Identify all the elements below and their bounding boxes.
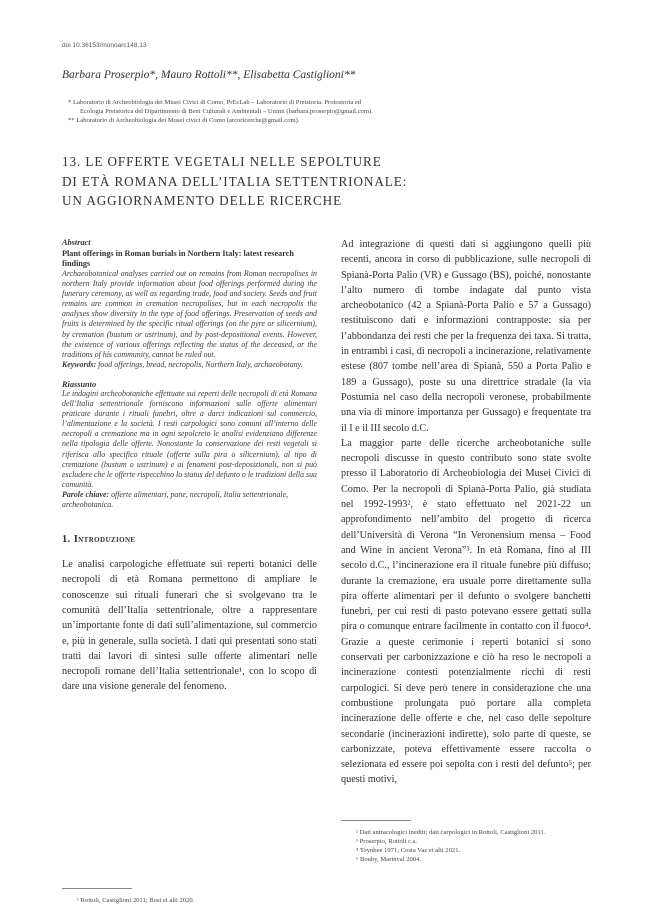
affiliation-1-cont: Ecologia Preistorica del Dipartimento di Beni Culturali e Ambientali – Unimi (barbara.proserpio@gmail.com). — [80, 108, 373, 116]
section-heading-introduzione: 1. Introduzione — [62, 534, 136, 546]
affiliation-2: ** Laboratorio di Archeobiologia dei Musei civici di Como (arcoricerche@gmail.com). — [68, 117, 300, 125]
authors-line: Barbara Proserpio*, Mauro Rottoli**, Elisabetta Castiglioni** — [62, 69, 356, 81]
affiliations — [68, 98, 588, 126]
doi-label: doi 10.36153/monoarc148.13 — [62, 42, 147, 49]
chapter-title-line-2: DI ETÀ ROMANA DELL’ITALIA SETTENTRIONALE: — [62, 173, 408, 189]
footnote-separator-right — [341, 820, 411, 821]
footnote-5: ⁵ Bouby, Marinval 2004. — [356, 856, 422, 863]
affiliation-1: * Laboratorio di Archeobiologia dei Musei Civici di Como, PrEcLab – Laboratorio di Preistoria. Protostoria ed — [68, 99, 362, 106]
abstract-title: Plant offerings in Roman burials in Northern Italy: latest research findings — [62, 249, 294, 268]
footnotes-left — [77, 896, 317, 905]
left-column — [62, 238, 317, 695]
keywords-text: food offerings, bread, necropolis, Northern Italy, archaeobotany. — [98, 359, 303, 369]
riassunto-keywords — [62, 490, 317, 510]
abstract-text: Archaeobotanical analyses carried out on remains from Roman necropolises in northern Italy provide information about food offerings performed during the funerary ceremony, as well as regarding trade, food and society. Seeds and fruit remains are common in cremation necropolises, but in each necropolis the analyses show diversity in the type of food offerings. Preservation of seeds and fruits is determined by the specific ritual offerings (on the pyre or silicernium), by cremation (bustum or ustrinum), and by post-depositional events. However, the existence of various offerings reflecting the status of the deceased, or the traditions of his community, cannot be ruled out. — [62, 269, 317, 359]
right-paragraph-2: La maggior parte delle ricerche archeobotaniche sulle necropoli discusse in questo contributo sono state svolte presso il Laboratorio di Archeobiologia dei Musei Civici di Como. Per la necropoli di Spianà-Porta Palio, già studiata nel 1992-1993², è stato effettuato nel 2021-22 un approfondimento nell’ambito del progetto di ricerca dell’Università di Verona “In Veronensium mensa – Food and Wine in ancient Verona”³. In età Romana, fino al III secolo d.C., l’incinerazione era il rituale funebre più diffuso; durante la cremazione, era usuale porre direttamente sulla pira offerte alimentari per il defunto o svolgere banchetti funebri, per cui resti di pasto potevano essere gettati sulla pira o comunque entrare facilmente in contatto con il fuoco⁴. Grazie a queste cerimonie i reperti botanici si sono conservati per carbonizzazione e ciò ha reso le necropoli a incinerazione contesti potenzialmente ricchi di resti carpologici. Si deve però tenere in considerazione che una combustione prolungata può portare alla completa incinerazione delle offerte e che, nel caso delle sepolture secondarie (incinerazioni indirette), solo parte di queste, se carbonizzate, poteva effettivamente essere raccolta o selezionata ed essere poi sepolta con i resti del defunto⁵; per questi motivi, — [341, 437, 591, 786]
abstract-heading: Abstract — [62, 238, 91, 247]
footnote-2: ² Dati antracologici inediti; dati carpologici in Rottoli, Castiglioni 2011. — [356, 829, 546, 836]
footnote-4: ⁴ Toynbee 1971; Costa Vaz et alii 2021. — [356, 847, 461, 854]
riassunto-heading: Riassunto — [62, 379, 97, 389]
parole-chiave-label: Parole chiave: — [62, 489, 110, 499]
chapter-title — [62, 152, 407, 211]
intro-paragraph: Le analisi carpologiche effettuate sui reperti botanici delle necropoli di età Romana permettono di ampliare le conoscenze sui rituali funerari che si svolgevano tra le comunità dell’Italia settentrionale, oltre a rappresentare un’importante fonte di dati sull’alimentazione, sul commercio e, più in generale, sulla società. I dati qui presentati sono stati tratti dai lavori di sintesi sulle offerte alimentari nelle necropoli romane dell’Italia settentrionale¹, con lo scopo di dare una visione generale del fenomeno. — [62, 559, 317, 693]
keywords-label: Keywords: — [62, 359, 97, 369]
riassunto-text: Le indagini archeobotaniche effettuate sui reperti delle necropoli di età Romana dell’Italia settentrionale forniscono informazioni sulle offerte alimentari praticate durante i rituali funebri, oltre a darci indicazioni sul commercio, l’alimentazione e la società. I resti carpologici sono comuni all’interno delle necropoli a cremazione ma in ogni sepolcreto le analisi evidenziano differenze nella tipologia delle offerte. Nonostante la conservazione dei resti vegetali si riferisca allo specifico rituale (offerte sulla pira o silicernium), al tipo di cremazione (bustum o ustrinum) e ai fenomeni post-deposizionali, non si può escludere che le offerte rispecchino lo status del defunto o le tradizioni della sua comunità. — [62, 388, 317, 489]
right-paragraph-1: Ad integrazione di questi dati si aggiungono quelli più recenti, ancora in corso di pubblicazione, sulle necropoli di Spianà-Porta Palio (VR) e Gussago (BS), poiché, nonostante l’alto numero di tombe indagate dal punto vista archeobotanico (42 a Spianà-Porta Palio e 57 a Gussago) restituiscono dati e informazioni contrapposte: sia per l’abbondanza dei resti che per la frequenza dei taxa. Si tratta, in entrambi i casi, di necropoli a incinerazione, relativamente estese (807 tombe nell’area di Spianà, 550 a Porta Palio e 189 a Gussago), poste su una direttrice stradale (la via Postumia nel caso della necropoli veronese, probabilmente una via di minore importanza per Gussago) e frequentate tra il I e il III secolo d.C. — [341, 239, 591, 434]
parole-chiave-text: offerte alimentari, pane, necropoli, Italia settentrionale, archeobotanica. — [62, 489, 289, 509]
right-column — [341, 237, 591, 788]
chapter-title-line-1: 13. LE OFFERTE VEGETALI NELLE SEPOLTURE — [62, 154, 382, 169]
abstract-keywords — [62, 360, 317, 370]
footnote-separator-left — [62, 888, 132, 889]
footnote-3: ³ Proserpio, Rottoli c.s. — [356, 838, 417, 845]
chapter-title-line-3: UN AGGIORNAMENTO DELLE RICERCHE — [62, 193, 343, 208]
footnotes-right — [356, 828, 596, 864]
footnote-1: ¹ Rottoli, Castiglioni 2011; Bosi et alii 2020. — [77, 897, 195, 904]
